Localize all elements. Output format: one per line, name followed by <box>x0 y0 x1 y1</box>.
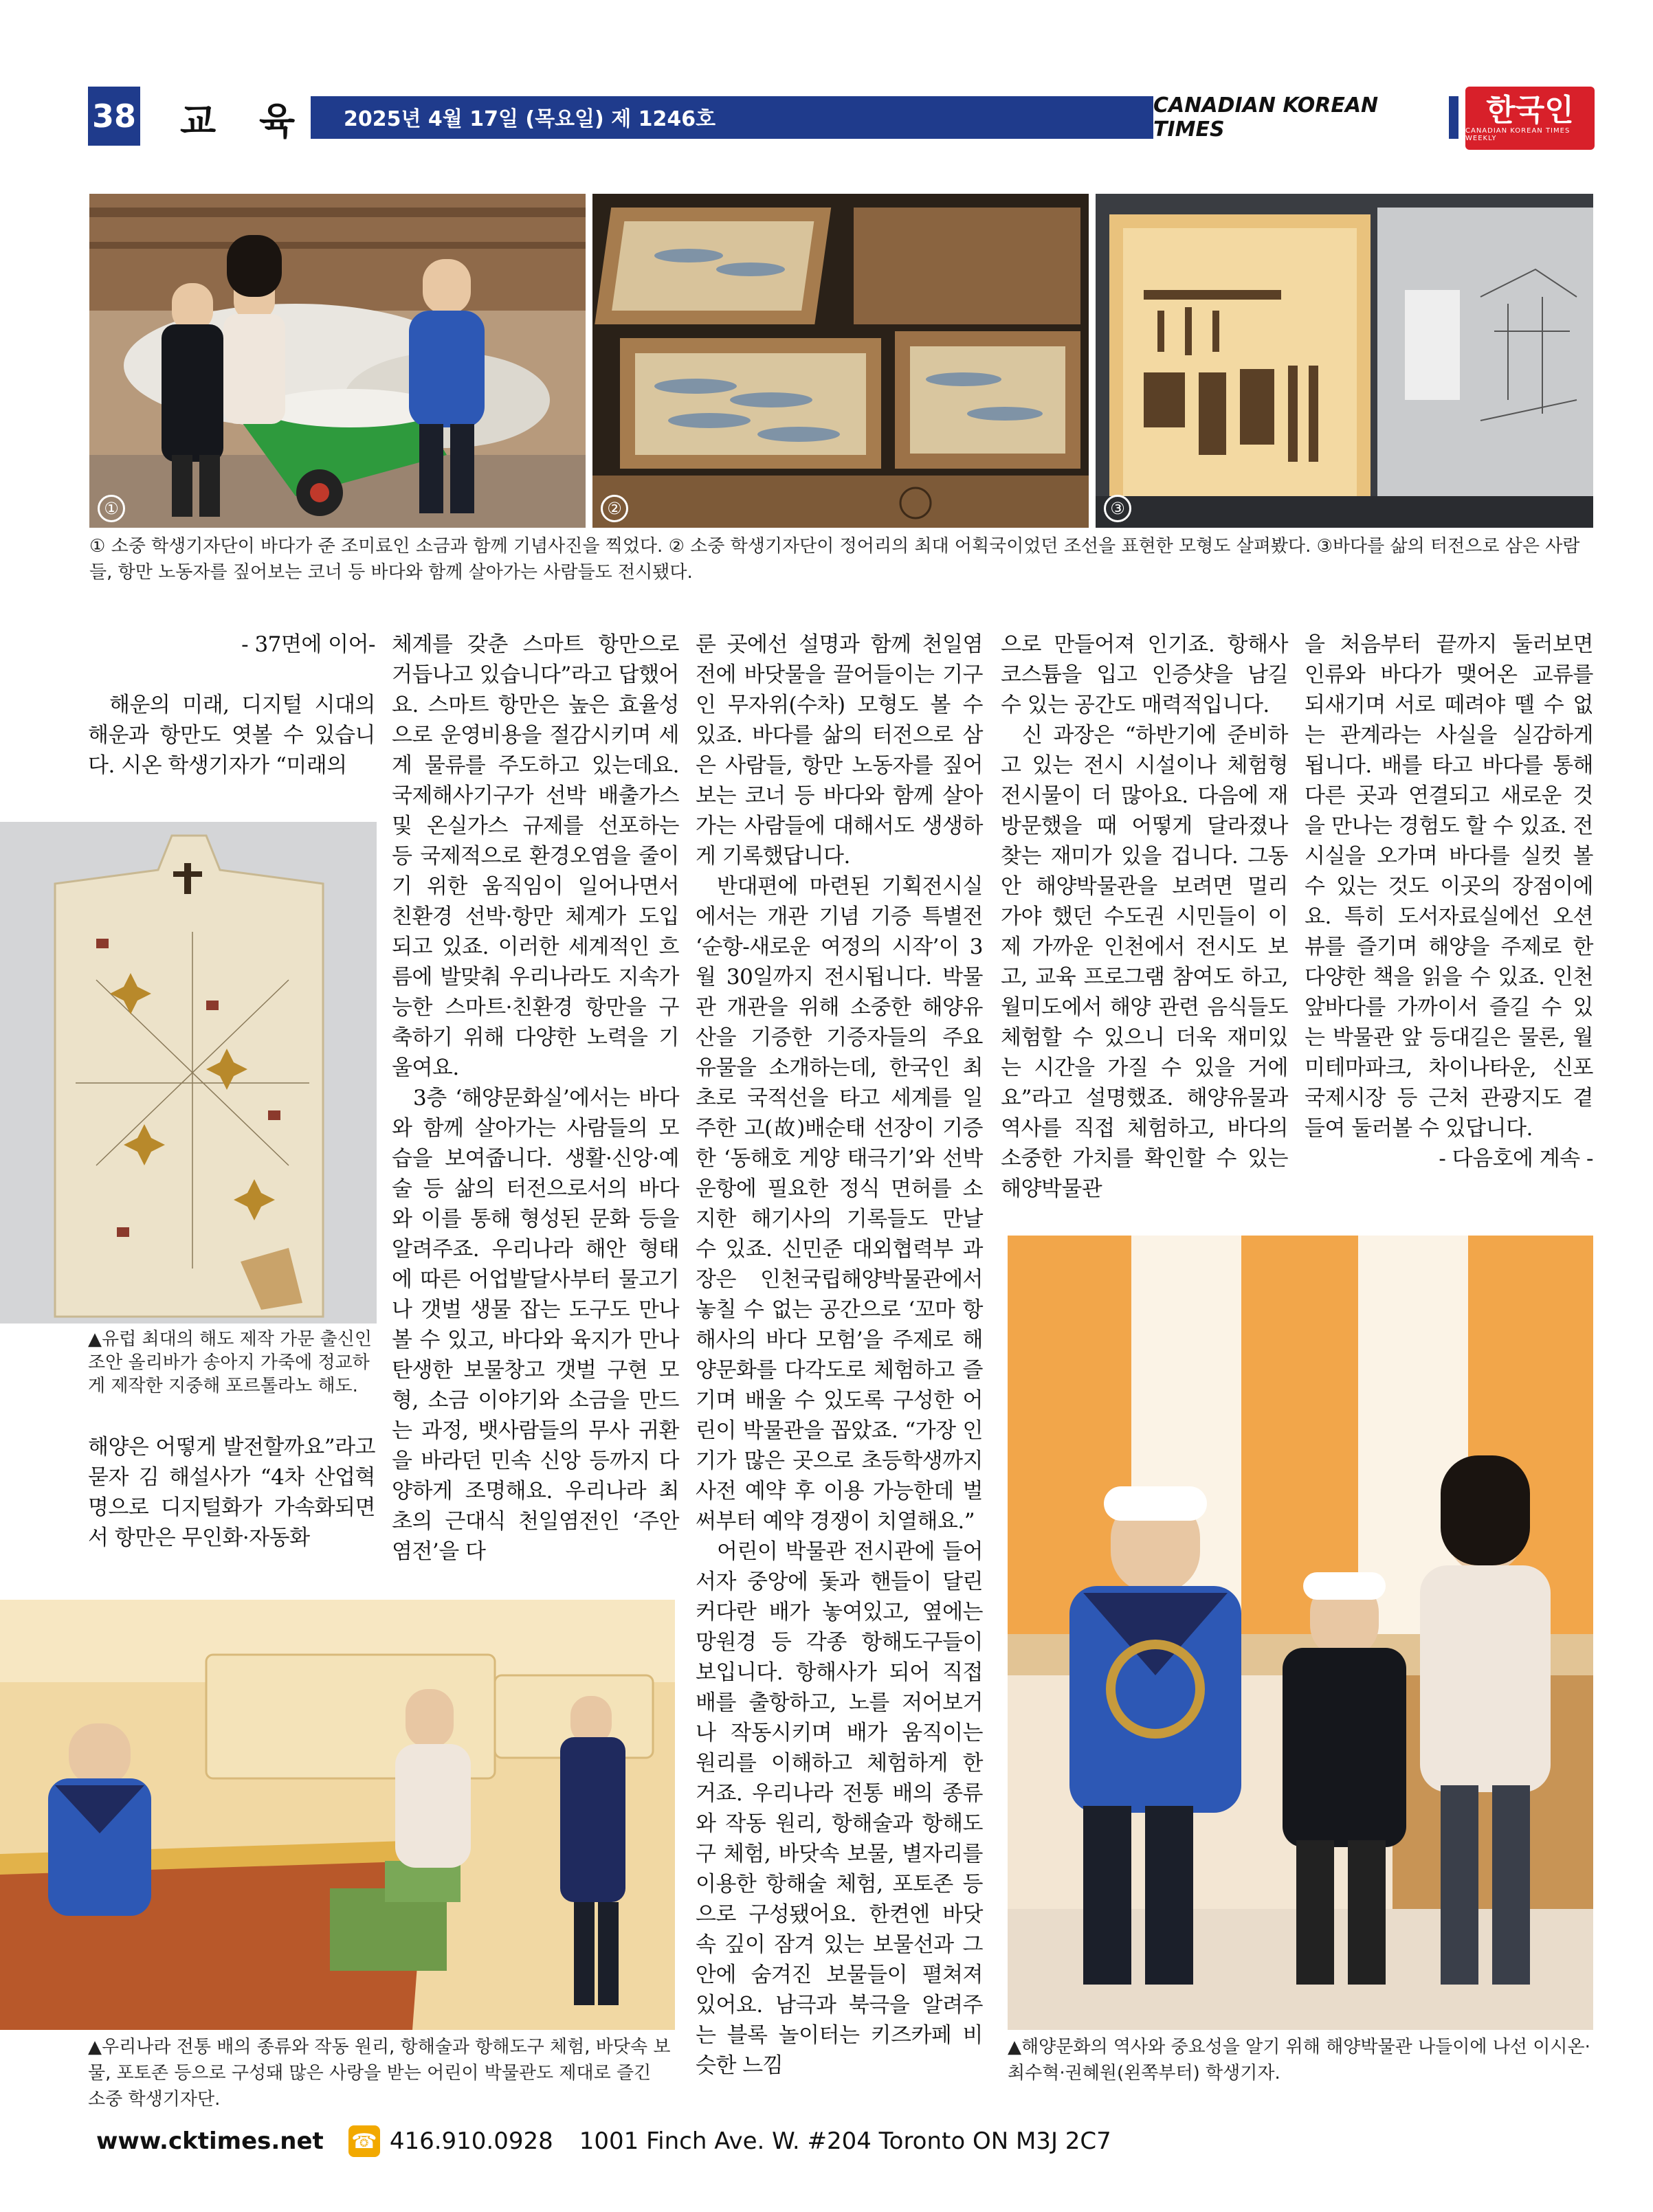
caption-student-reporters: ▲해양문화의 역사와 중요성을 알기 위해 해양박물관 나들이에 나선 이시온·최수혁·권혜원(왼쪽부터) 학생기자. <box>1008 2037 1590 2083</box>
article-paragraph: 룬 곳에선 설명과 함께 천일염전에 바닷물을 끌어들이는 기구인 무자위(수차) 모형도 볼 수 있죠. 바다를 삶의 터전으로 삼은 사람들, 항만 노동자를 짚어보는 코너 등 바다와 함께 살아가는 사람들에 대해서도 생생하게 기록했답니다. <box>696 632 983 869</box>
header-bar <box>311 93 1458 142</box>
issue-date: 2025년 4월 17일 (목요일) 제 1246호 <box>344 107 716 131</box>
article-paragraph: 체계를 갖춘 스마트 항만으로 거듭나고 있습니다”라고 답했어요. 스마트 항만은 높은 효율성으로 운영비용을 절감시키며 세계 물류를 주도하고 있는데요. 국제해사기구가 선박 배출가스 및 온실가스 규제를 선포하는 등 국제적으로 환경오염을 줄이기 위한 움직임이 일어나면서 친환경 선박·항만 체계가 도입되고 있죠. 이러한 세계적인 흐름에 발맞춰 우리나라도 지속가능한 스마트·친환경 항만을 구축하기 위해 다양한 노력을 기울여요. <box>392 632 679 1080</box>
continued-next-note: - 다음호에 계속 - <box>1439 1146 1593 1171</box>
article-paragraph: 해양은 어떻게 발전할까요”라고 묻자 김 해설사가 “4차 산업혁명으로 디지털화가 가속화되면서 항만은 무인화·자동화 <box>88 1435 375 1550</box>
publication-logo <box>1465 87 1595 150</box>
article-column-2 <box>392 629 679 1567</box>
page-number: 38 <box>88 87 140 146</box>
footer-website[interactable]: www.cktimes.net <box>96 2127 324 2155</box>
article-column-5 <box>1305 629 1593 1174</box>
caption-top-photos: ① 소중 학생기자단이 바다가 준 조미료인 소금과 함께 기념사진을 찍었다. ② 소중 학생기자단이 정어리의 최대 어획국이었던 조선을 표현한 모형도 살펴봤다. ③바다를 삶의 터전으로 삼은 사람들, 항만 노동자를 짚어보는 코너 등 바다와 함께 살아가는 사람들도 전시됐다. <box>89 536 1580 583</box>
publication-name: CANADIAN KOREAN TIMES <box>1153 96 1449 139</box>
logo-text: 한국인 <box>1486 93 1574 128</box>
article-paragraph: 3층 ‘해양문화실’에서는 바다와 함께 살아가는 사람들의 모습을 보여줍니다. 생활·신앙·예술 등 삶의 터전으로서의 바다와 이를 통해 형성된 문화 등을 알려주죠. 우리나라 해안 형태에 따른 어업발달사부터 물고기나 갯벌 생물 잡는 도구도 만나볼 수 있고, 바다와 육지가 만나 탄생한 보물창고 갯벌 구현 모형, 소금 이야기와 소금을 만드는 과정, 뱃사람들의 무사 귀환을 바라던 민속 신앙 등까지 다양하게 조명해요. 우리나라 최초의 근대식 천일염전인 ‘주안염전’을 다 <box>392 1086 679 1564</box>
photo-kids-museum <box>0 1600 675 2030</box>
photo-student-reporters <box>1008 1236 1593 2030</box>
footer-address: 1001 Finch Ave. W. #204 Toronto ON M3J 2C7 <box>579 2127 1111 2155</box>
article-paragraph: 신 과장은 “하반기에 준비하고 있는 전시 시설이나 체험형 전시물이 더 많아요. 다음에 재방문했을 때 어떻게 달라졌나 찾는 재미가 있을 겁니다. 그동안 해양박물관을 보려면 멀리 가야 했던 수도권 시민들이 이제 가까운 인천에서 전시도 보고, 교육 프로그램 참여도 하고, 월미도에서 해양 관련 음식들도 체험할 수 있으니 더욱 재미있는 시간을 가질 수 있을 거에요”라고 설명했죠. 해양유물과 역사를 직접 체험하고, 바다의 소중한 가치를 확인할 수 있는 해양박물관 <box>1001 723 1288 1201</box>
article-column-3 <box>696 629 983 2081</box>
article-column-1-bottom <box>88 1432 375 1553</box>
photo-number-2: ② <box>601 495 628 522</box>
photo-portolan-chart <box>0 822 377 1323</box>
footer <box>96 2121 1111 2162</box>
article-column-4 <box>1001 629 1288 1204</box>
logo-subtext: CANADIAN KOREAN TIMES WEEKLY <box>1465 127 1571 142</box>
article-paragraph: 어린이 박물관 전시관에 들어서자 중앙에 돛과 핸들이 달린 커다란 배가 놓여있고, 옆에는 망원경 등 각종 항해도구들이 보입니다. 항해사가 되어 직접 배를 출항하고, 노를 저어보거나 작동시키며 배가 움직이는 원리를 이해하고 체험하게 한 거죠. 우리나라 전통 배의 종류와 작동 원리, 항해술과 항해도구 체험, 바닷속 보물, 별자리를 이용한 항해술 체험, 포토존 등으로 구성됐어요. 한켠엔 바닷속 깊이 잠겨 있는 보물선과 그 안에 숨겨진 보물들이 펼쳐져 있어요. 남극과 북극을 알려주는 블록 놀이터는 키즈카페 비슷한 느낌 <box>696 1539 983 2078</box>
photo-salt <box>89 194 586 528</box>
photo-workers-exhibit <box>1096 194 1593 528</box>
footer-phone[interactable]: 416.910.0928 <box>389 2127 553 2155</box>
phone-icon: ☎ <box>348 2125 380 2157</box>
caption-kids-museum: ▲우리나라 전통 배의 종류와 작동 원리, 항해술과 항해도구 체험, 바닷속 보물, 포토존 등으로 구성돼 많은 사랑을 받는 어린이 박물관도 제대로 즐긴 소중 학생기자단. <box>88 2037 671 2110</box>
article-paragraph: 반대편에 마련된 기획전시실에서는 개관 기념 기증 특별전 ‘순항-새로운 여정의 시작’이 3월 30일까지 전시됩니다. 박물관 개관을 위해 소중한 해양유산을 기증한 기증자들의 주요 유물을 소개하는데, 한국인 최초로 국적선을 타고 세계를 일주한 고(故)배순태 선장이 기증한 ‘동해호 게양 태극기’와 선박 운항에 필요한 정식 면허를 소지한 해기사의 기록들도 만날 수 있죠. 신민준 대외협력부 과장은 인천국립해양박물관에서 놓칠 수 없는 공간으로 ‘꼬마 항해사의 바다 모험’을 주제로 해양문화를 다각도로 체험하고 즐기며 배울 수 있도록 구성한 어린이 박물관을 꼽았죠. “가장 인기가 많은 곳으로 초등학생까지 사전 예약 후 이용 가능한데 벌써부터 예약 경쟁이 치열해요.” <box>696 874 983 1534</box>
photo-number-3: ③ <box>1104 495 1131 522</box>
photo-number-1: ① <box>98 495 125 522</box>
photo-sardine-model <box>592 194 1089 528</box>
section-title: 교 육 <box>180 100 311 143</box>
caption-portolan-chart: ▲유럽 최대의 해도 제작 가문 출신인 조안 올리바가 송아지 가죽에 정교하게 제작한 지중해 포르톨라노 해도. <box>88 1329 372 1396</box>
article-paragraph: 을 처음부터 끝까지 둘러보면 인류와 바다가 맺어온 교류를 되새기며 서로 떼려야 뗄 수 없는 관계라는 사실을 실감하게 됩니다. 배를 타고 바다를 통해 다른 곳과 연결되고 새로운 것을 만나는 경험도 할 수 있죠. 전시실을 오가며 바다를 실컷 볼 수 있는 것도 이곳의 장점이에요. 특히 도서자료실에선 오션뷰를 즐기며 해양을 주제로 한 다양한 책을 읽을 수 있죠. 인천 앞바다를 가까이서 즐길 수 있는 박물관 앞 등대길은 물론, 월미테마파크, 차이나타운, 신포국제시장 등 근처 관광지도 곁들여 둘러볼 수 있답니다. <box>1305 632 1593 1141</box>
continued-from-note: - 37면에 이어- <box>241 632 375 657</box>
article-paragraph: 해운의 미래, 디지털 시대의 해운과 항만도 엿볼 수 있습니다. 시온 학생기자가 “미래의 <box>88 693 375 778</box>
article-column-1 <box>88 629 375 781</box>
article-paragraph: 으로 만들어져 인기죠. 항해사 코스튬을 입고 인증샷을 남길 수 있는 공간도 매력적입니다. <box>1001 632 1288 717</box>
